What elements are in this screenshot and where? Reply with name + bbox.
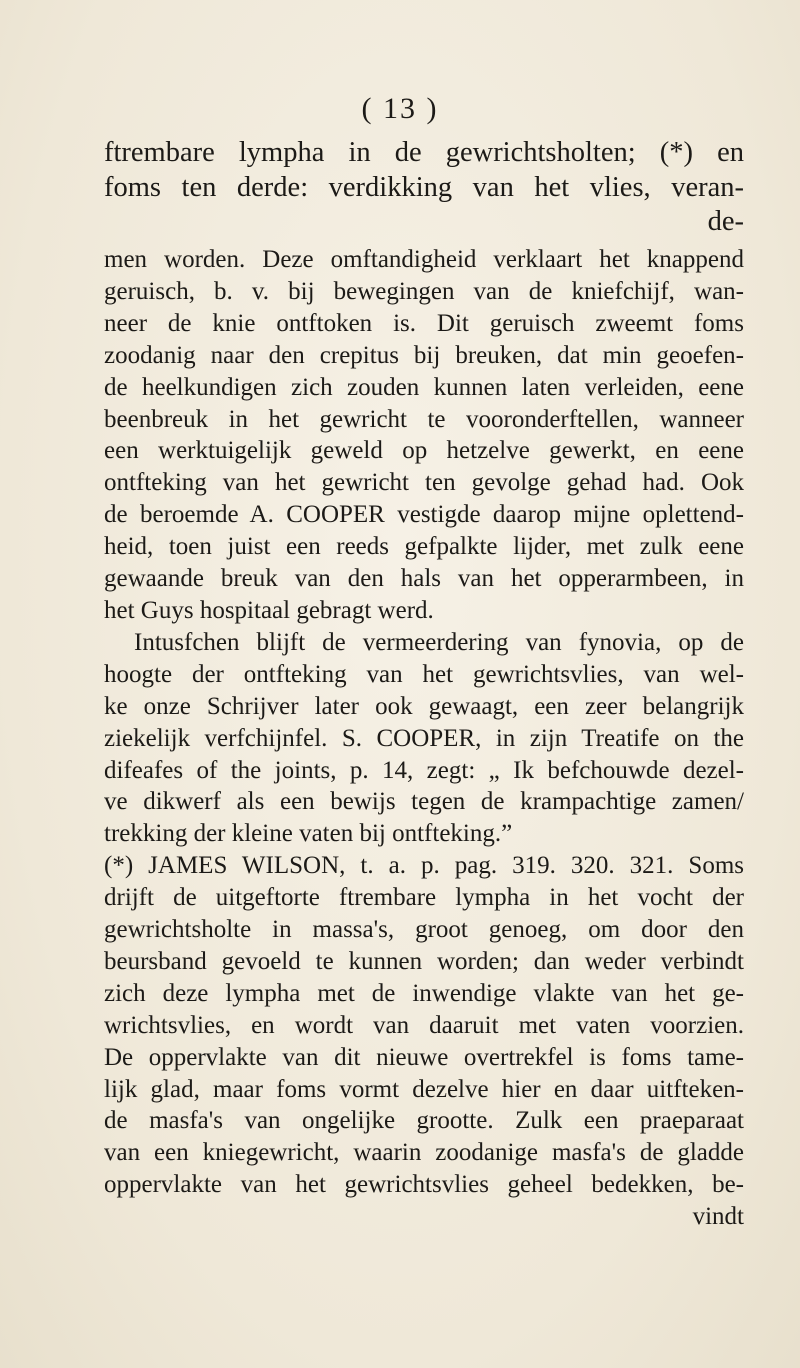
text-line: de heelkundigen zich zouden kunnen laten verleiden, eene	[104, 373, 744, 401]
footnote-line: de masfa's van ongelijke grootte. Zulk een praeparaat	[104, 1107, 744, 1135]
text-line: difeafes of the joints, p. 14, zegt: „ Ik befchouwde dezel-	[104, 756, 744, 784]
text-line: zoodanig naar den crepitus bij breuken, dat min geoefen-	[104, 341, 744, 369]
text-line: trekking der kleine vaten bij ontfteking.”	[104, 820, 513, 848]
footnote-line: drijft de uitgeftorte ftrembare lympha in het vocht der	[104, 884, 744, 912]
final-catchword: vindt	[692, 1203, 744, 1231]
footnote-line: oppervlakte van het gewrichtsvlies geheel bedekken, be-	[104, 1171, 744, 1199]
text-line: de beroemde A. COOPER vestigde daarop mijne oplettend-	[104, 501, 744, 529]
text-line: Intusfchen blijft de vermeerdering van fynovia, op de	[134, 628, 744, 656]
footnote-line: lijk glad, maar foms vormt dezelve hier en daar uitfteken-	[104, 1075, 744, 1103]
text-line: geruisch, b. v. bij bewegingen van de kniefchijf, wan-	[104, 277, 744, 305]
page-number: ( 13 )	[361, 92, 439, 125]
text-line: ve dikwerf als een bewijs tegen de krampachtige zamen/	[104, 788, 744, 816]
footnote-line: wrichtsvlies, en wordt van daaruit met vaten voorzien.	[104, 1011, 744, 1039]
text-line: ke onze Schrijver later ook gewaagt, een zeer belangrijk	[104, 692, 744, 720]
footnote-line: beursband gevoeld te kunnen worden; dan weder verbindt	[104, 947, 744, 975]
footnote-line: van een kniegewricht, waarin zoodanige masfa's de gladde	[104, 1139, 744, 1167]
text-line: beenbreuk in het gewricht te vooronderftellen, wanneer	[104, 405, 744, 433]
text-line: ontfteking van het gewricht ten gevolge gehad had. Ook	[104, 469, 744, 497]
text-line: foms ten derde: verdikking van het vlies, veran-	[104, 171, 744, 203]
catchword: de-	[707, 206, 744, 238]
text-line: men worden. Deze omftandigheid verklaart het knappend	[104, 246, 744, 273]
text-line: neer de knie ontftoken is. Dit geruisch zweemt foms	[104, 309, 744, 337]
footnote-line: (*) JAMES WILSON, t. a. p. pag. 319. 320. 321. Soms	[104, 852, 744, 880]
text-line: gewaande breuk van den hals van het opperarmbeen, in	[104, 565, 744, 593]
text-line: hoogte der ontfteking van het gewrichtsvlies, van wel-	[104, 660, 744, 688]
continuation-text	[104, 136, 744, 240]
footnote-line: De oppervlakte van dit nieuwe overtrekfel is foms tame-	[104, 1043, 744, 1071]
footnote-line: gewrichtsholte in massa's, groot genoeg, om door den	[104, 916, 744, 944]
text-line: heid, toen juist een reeds gefpalkte lijder, met zulk eene	[104, 533, 744, 561]
text-line: ftrembare lympha in de gewrichtsholten; (*) en	[104, 137, 744, 168]
text-line: een werktuigelijk geweld op hetzelve gewerkt, en eene	[104, 437, 744, 465]
text-line: het Guys hospitaal gebragt werd.	[104, 596, 434, 624]
footnote-line: zich deze lympha met de inwendige vlakte van het ge-	[104, 979, 744, 1007]
text-line: ziekelijk verfchijnfel. S. COOPER, in zijn Treatife on the	[104, 724, 744, 752]
body-text	[104, 244, 744, 1233]
